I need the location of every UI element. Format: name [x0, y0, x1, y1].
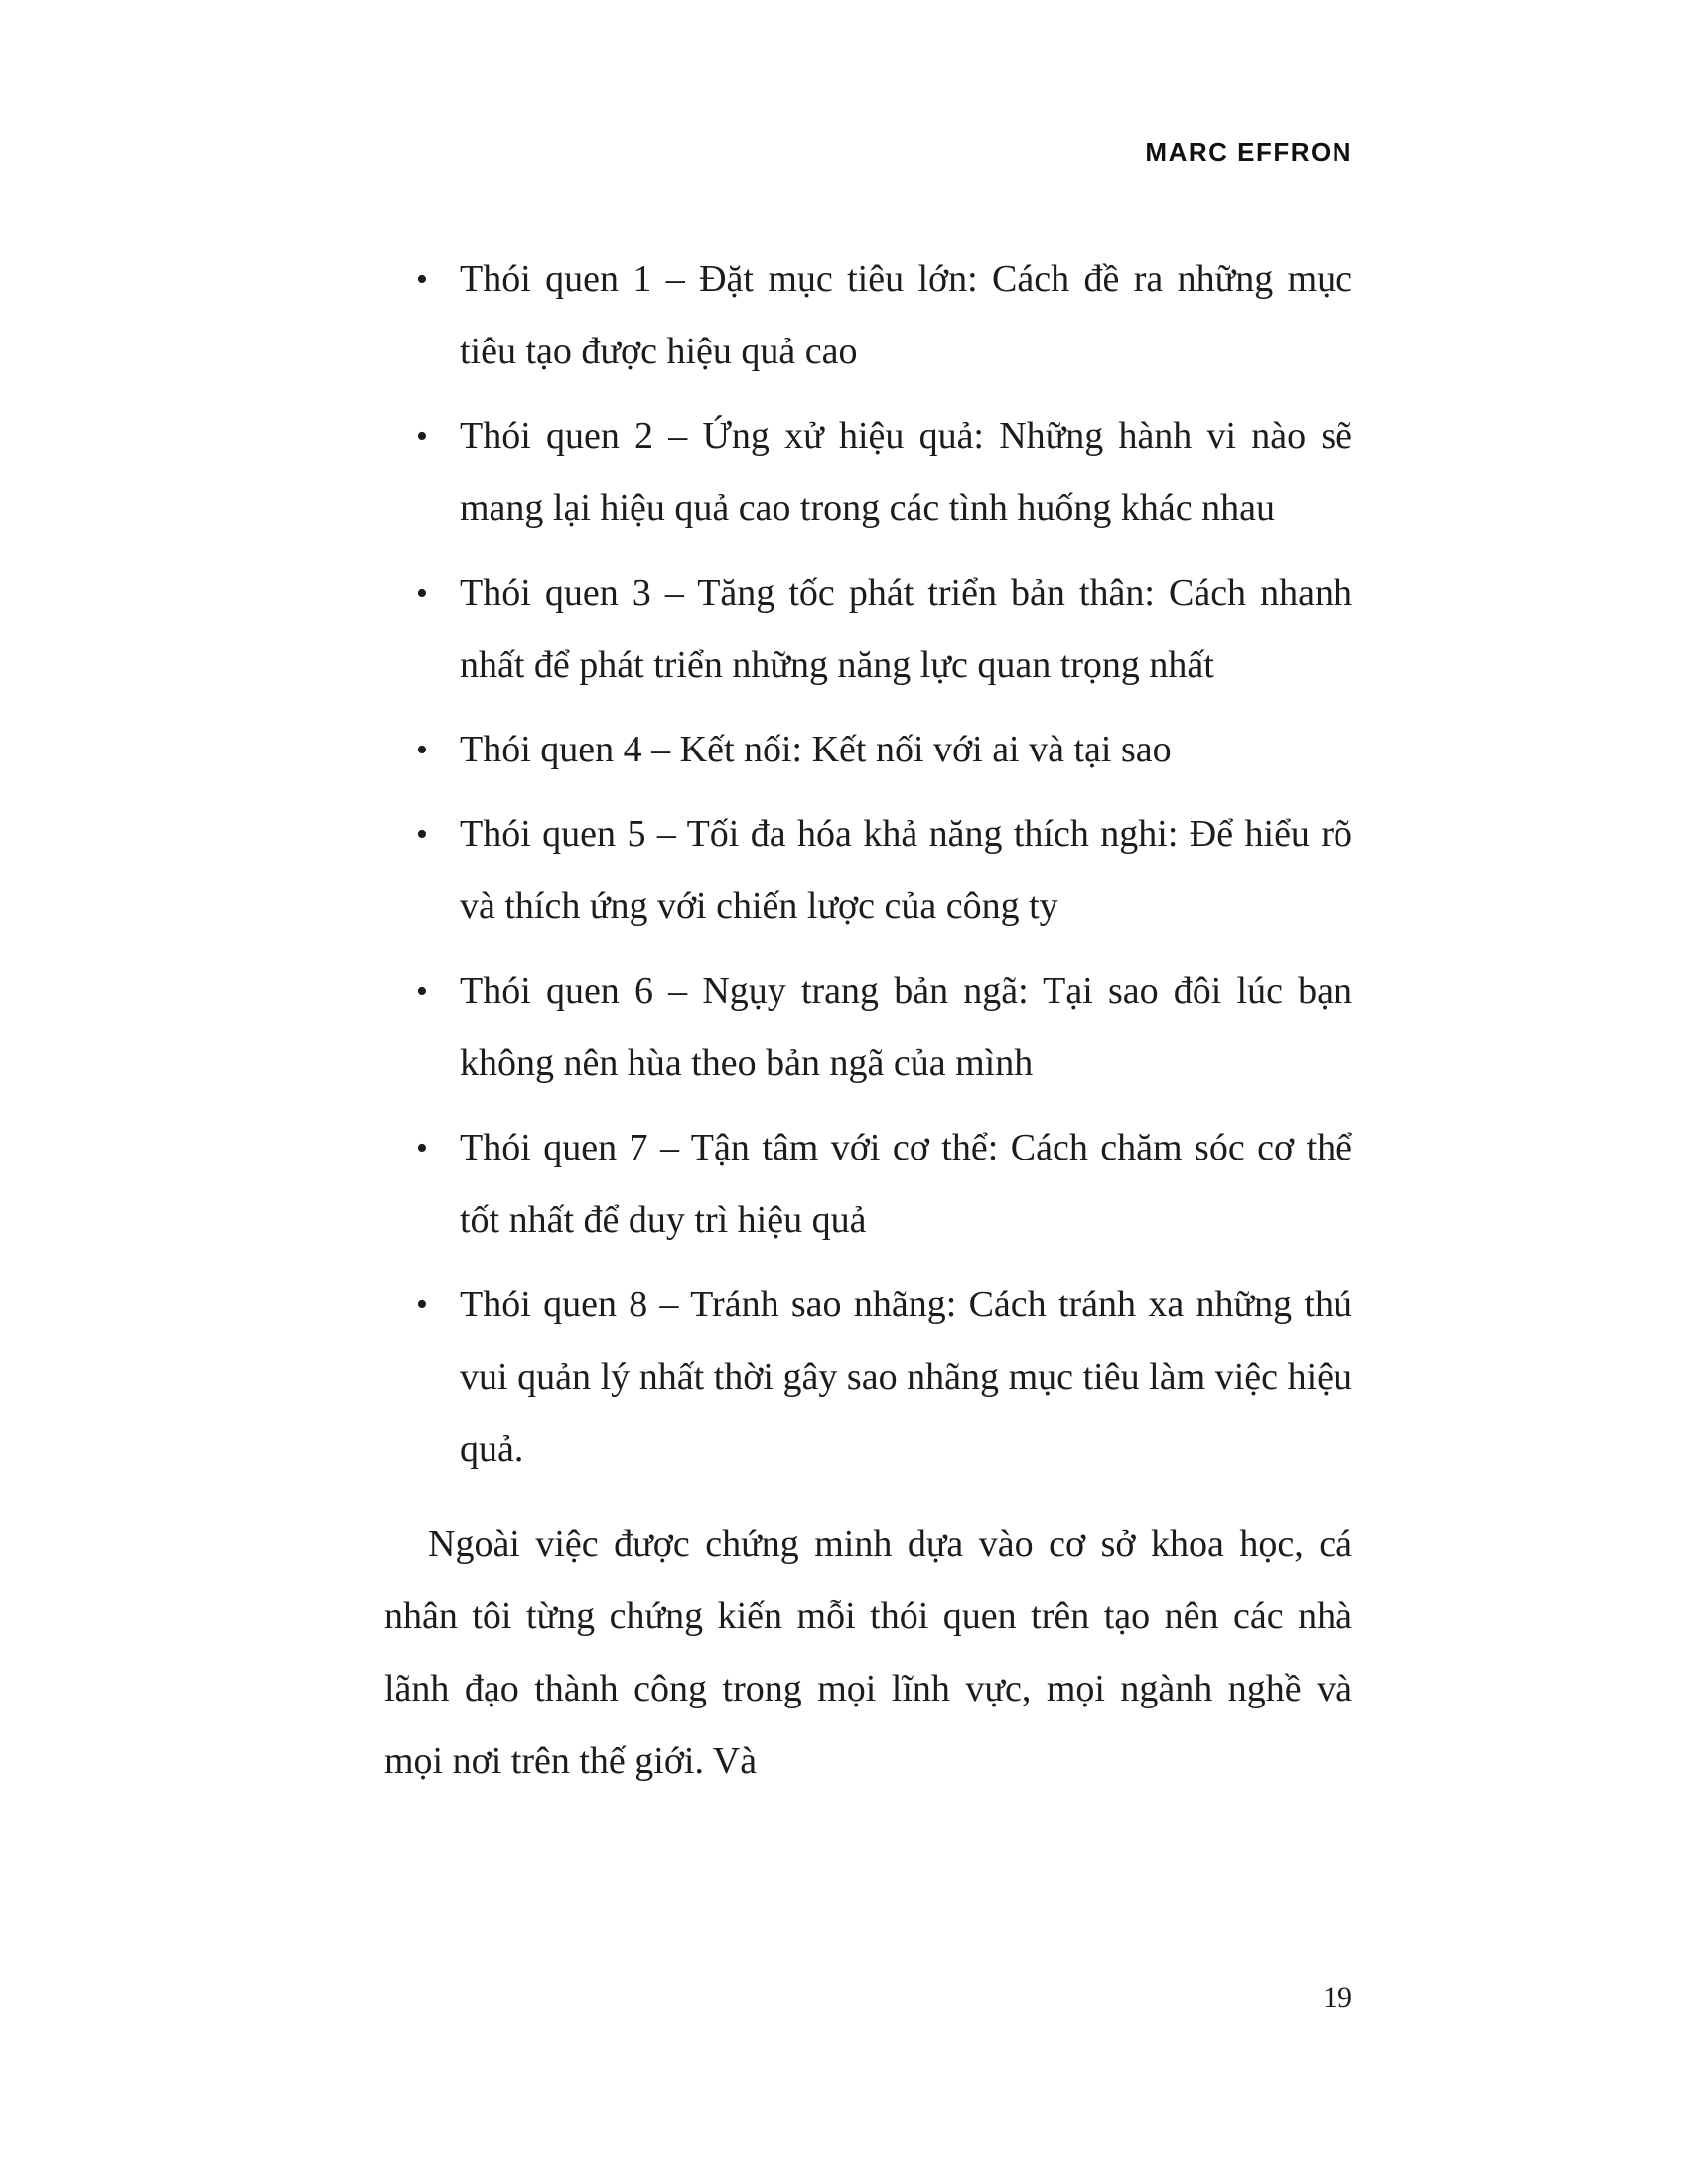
- bullet-icon: •: [416, 973, 428, 1010]
- list-item: [384, 243, 1352, 388]
- bullet-icon: •: [416, 261, 428, 298]
- list-item-text: Thói quen 5 – Tối đa hóa khả năng thích nghi: Để hiểu rõ và thích ứng với chiến lược của công ty: [460, 813, 1352, 927]
- bullet-icon: •: [416, 732, 428, 768]
- list-item-text: Thói quen 2 – Ứng xử hiệu quả: Những hành vi nào sẽ mang lại hiệu quả cao trong các tình huống khác nhau: [460, 415, 1352, 529]
- bullet-icon: •: [416, 1130, 428, 1166]
- list-item-text: Thói quen 7 – Tận tâm với cơ thể: Cách chăm sóc cơ thể tốt nhất để duy trì hiệu quả: [460, 1127, 1352, 1241]
- body-paragraph: Ngoài việc được chứng minh dựa vào cơ sở khoa học, cá nhân tôi từng chứng kiến mỗi thói quen trên tạo nên các nhà lãnh đạo thành công trong mọi lĩnh vực, mọi ngành nghề và mọi nơi trên thế giới. Và: [384, 1523, 1352, 1782]
- list-item: [384, 400, 1352, 545]
- bullet-icon: •: [416, 418, 428, 455]
- bullet-icon: •: [416, 575, 428, 612]
- running-header: MARC EFFRON: [1145, 137, 1352, 167]
- list-item-text: Thói quen 3 – Tăng tốc phát triển bản thân: Cách nhanh nhất để phát triển những năng lực quan trọng nhất: [460, 572, 1352, 686]
- bullet-icon: •: [416, 1287, 428, 1323]
- list-item-text: Thói quen 1 – Đặt mục tiêu lớn: Cách đề ra những mục tiêu tạo được hiệu quả cao: [460, 258, 1352, 372]
- list-item: [384, 714, 1352, 786]
- list-item-text: Thói quen 4 – Kết nối: Kết nối với ai và tại sao: [460, 729, 1172, 770]
- page-number: 19: [1323, 1981, 1352, 2014]
- list-item: [384, 955, 1352, 1100]
- bullet-icon: •: [416, 816, 428, 853]
- list-item: [384, 798, 1352, 943]
- habit-list: [384, 243, 1352, 1486]
- list-item-text: Thói quen 6 – Ngụy trang bản ngã: Tại sao đôi lúc bạn không nên hùa theo bản ngã của mình: [460, 970, 1352, 1084]
- list-item: [384, 1112, 1352, 1257]
- list-item: [384, 1269, 1352, 1486]
- list-item-text: Thói quen 8 – Tránh sao nhãng: Cách tránh xa những thú vui quản lý nhất thời gây sao nhãng mục tiêu làm việc hiệu quả.: [460, 1284, 1352, 1470]
- list-item: [384, 557, 1352, 702]
